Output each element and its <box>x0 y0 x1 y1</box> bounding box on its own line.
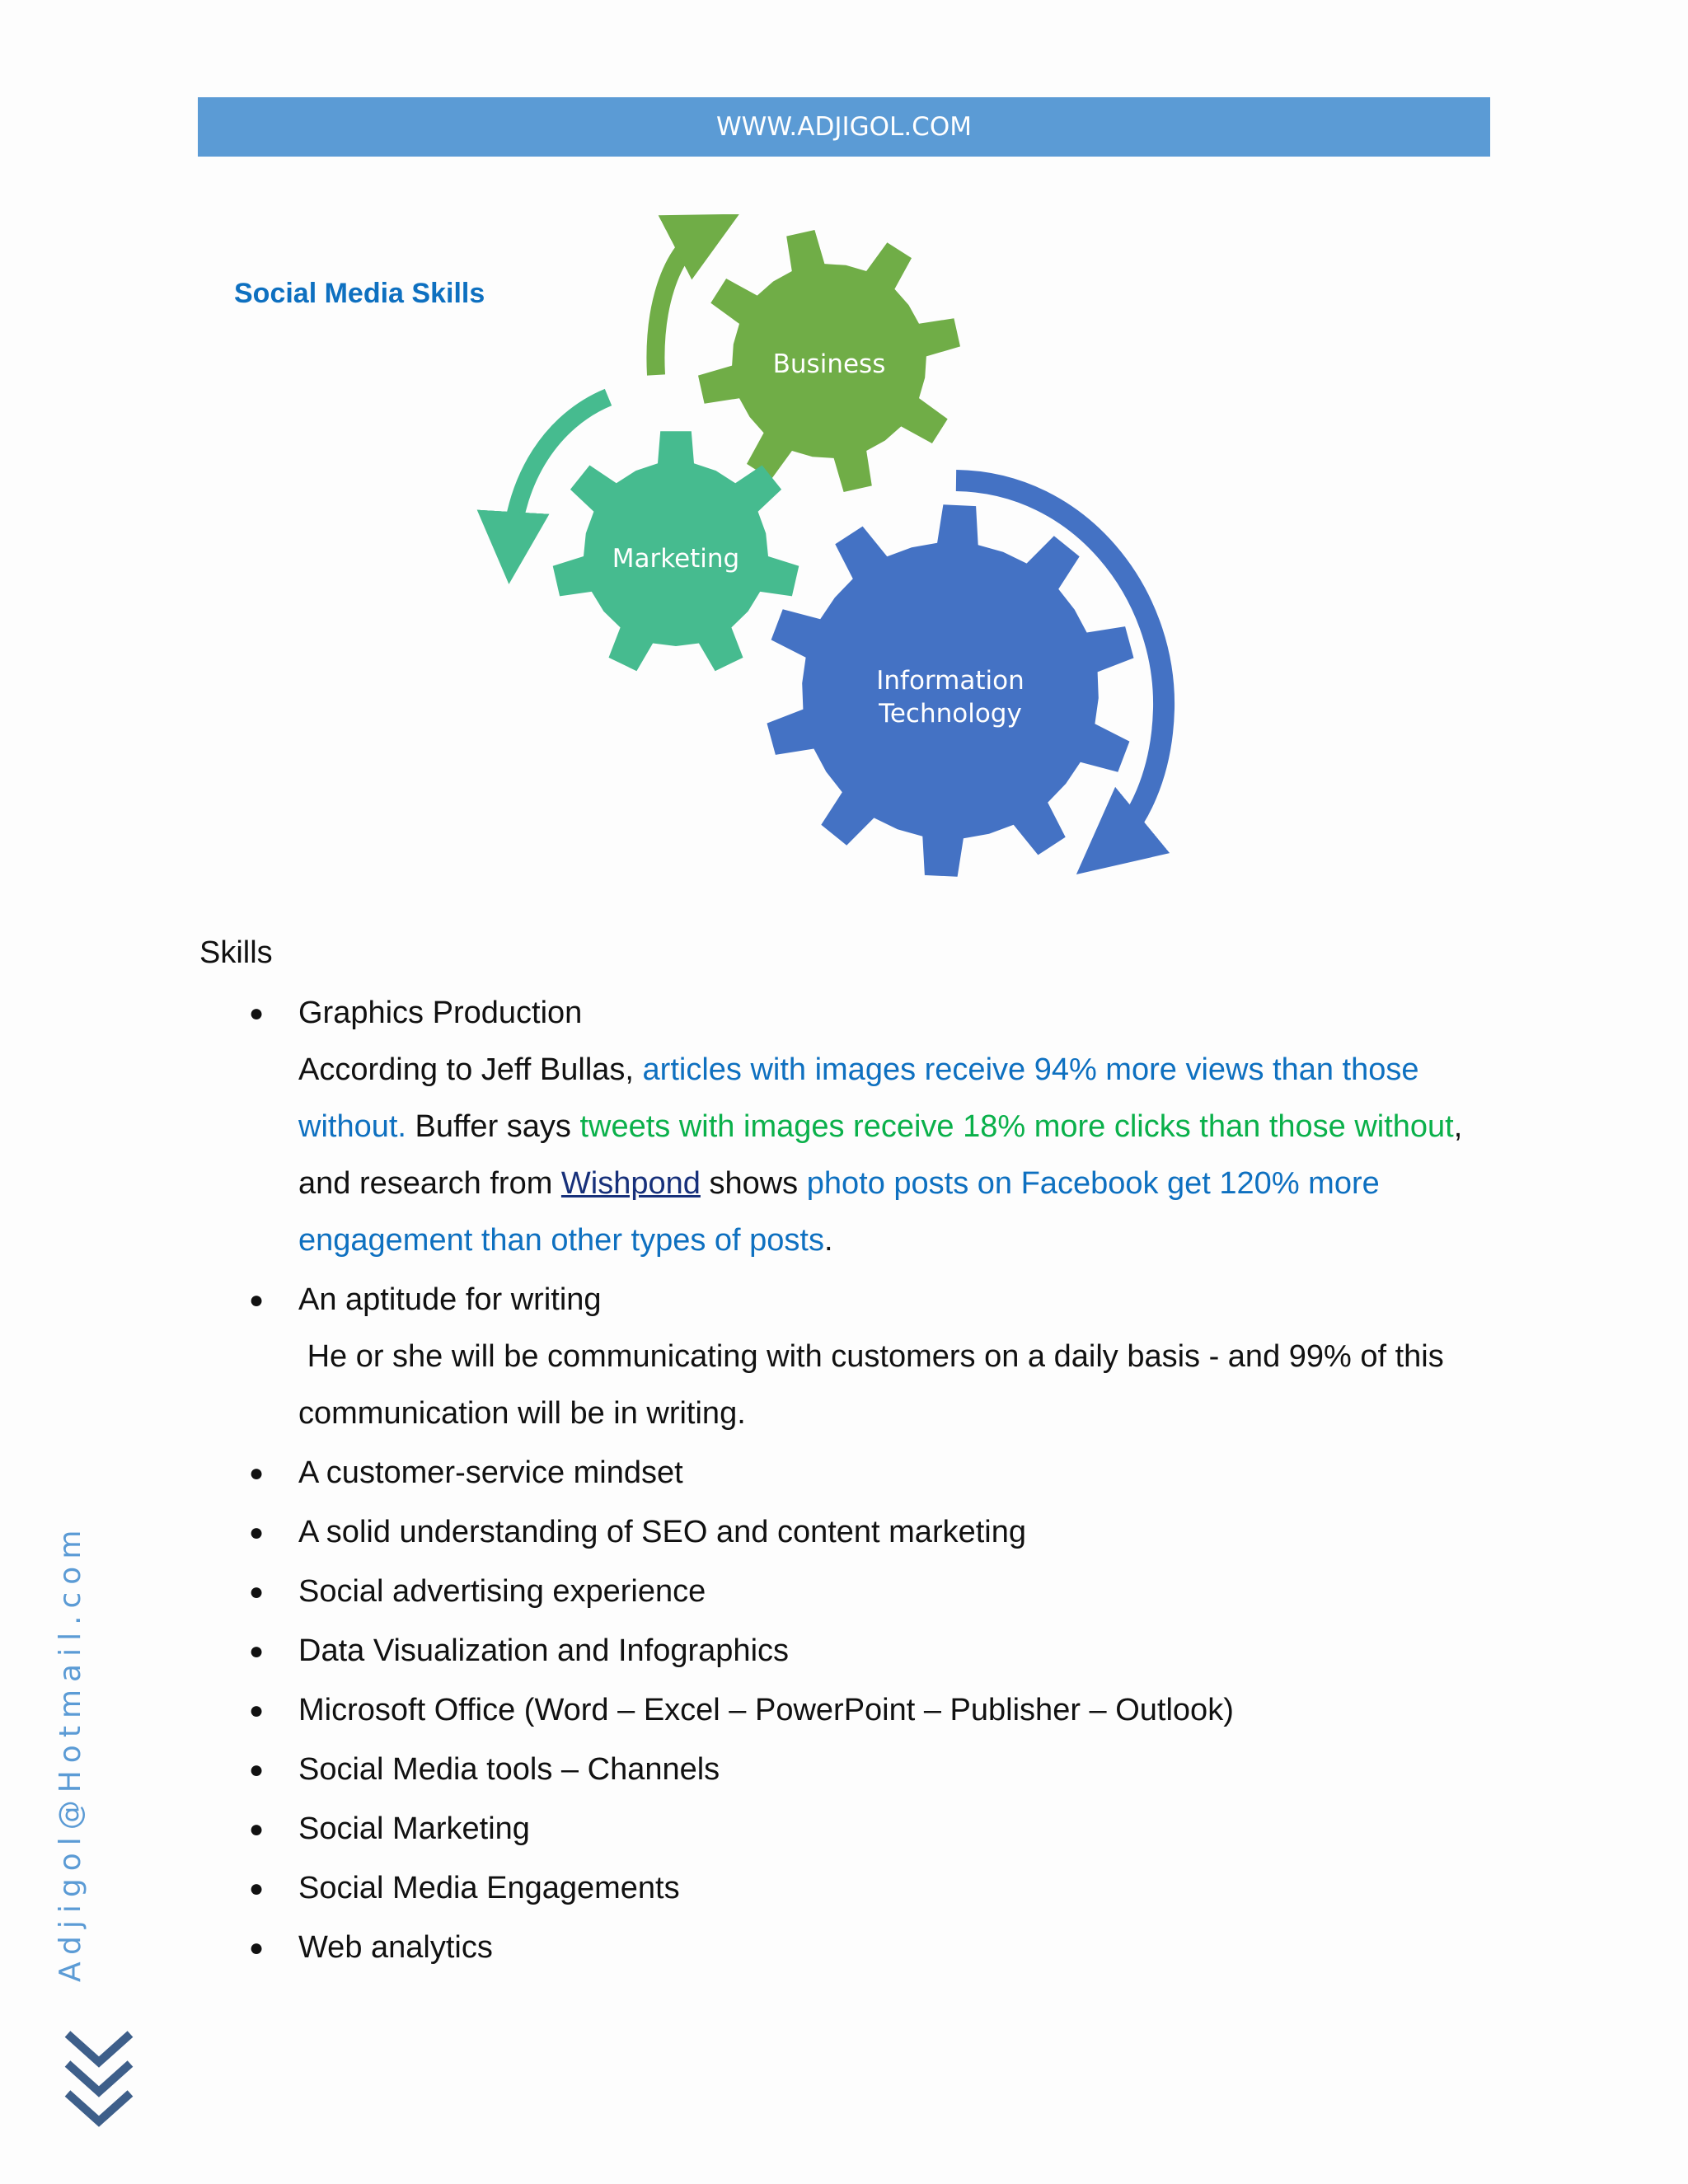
header-banner <box>198 97 1490 157</box>
skill-title: A solid understanding of SEO and content marketing <box>298 1515 1026 1549</box>
section-title: Social Media Skills <box>234 278 485 309</box>
list-item <box>198 985 1500 1269</box>
list-item <box>198 1801 1500 1858</box>
bullet-icon: ● <box>249 1000 265 1027</box>
skill-title: Social Marketing <box>298 1811 530 1846</box>
site-url: WWW.ADJIGOL.COM <box>716 112 972 142</box>
list-item <box>198 1445 1500 1502</box>
skill-title: Graphics Production <box>298 996 583 1030</box>
skill-title: Social Media Engagements <box>298 1871 680 1905</box>
gear-label-marketing: Marketing <box>612 544 740 574</box>
bullet-icon: ● <box>249 1697 265 1724</box>
bullet-icon: ● <box>249 1460 265 1487</box>
bullet-icon: ● <box>249 1934 265 1961</box>
skill-title: Social advertising experience <box>298 1574 706 1609</box>
skill-title: An aptitude for writing <box>298 1282 602 1317</box>
skills-list <box>198 985 1500 1979</box>
list-item <box>198 1860 1500 1917</box>
gear-label-business: Business <box>772 349 886 379</box>
skill-title: Microsoft Office (Word – Excel – PowerPoint – Publisher – Outlook) <box>298 1693 1234 1727</box>
bullet-icon: ● <box>249 1638 265 1665</box>
side-email: Adjigol@Hotmail.com <box>54 1522 87 1982</box>
gear-label-it-line1: Information <box>876 666 1025 696</box>
list-item <box>198 1272 1500 1442</box>
skill-description: He or she will be communicating with customers on a daily basis - and 99% of this communication will be in writing. <box>298 1339 1453 1431</box>
wishpond-link[interactable]: Wishpond <box>560 1166 701 1201</box>
skill-title: Web analytics <box>298 1930 493 1965</box>
skills-heading: Skills <box>199 935 273 970</box>
list-item <box>198 1919 1500 1976</box>
chevron-down-icon <box>64 2029 134 2136</box>
gear-label-it-line2: Technology <box>879 699 1022 729</box>
bullet-icon: ● <box>249 1578 265 1605</box>
arrow-green <box>655 231 707 375</box>
list-item <box>198 1563 1500 1620</box>
list-item <box>198 1623 1500 1680</box>
bullet-icon: ● <box>249 1519 265 1546</box>
skill-title: Data Visualization and Infographics <box>298 1633 790 1668</box>
skill-description: According to Jeff Bullas, articles with images receive 94% more views than those without. Buffer says tweets with images receive 18% more clicks than those without, and research from Wishpond shows photo posts on Facebook get 120% more engagement than other types of posts. <box>298 1052 1463 1258</box>
bullet-icon: ● <box>249 1816 265 1843</box>
bullet-icon: ● <box>249 1875 265 1902</box>
skill-title: A customer-service mindset <box>298 1455 683 1490</box>
bullet-icon: ● <box>249 1286 265 1314</box>
list-item <box>198 1504 1500 1561</box>
list-item <box>198 1741 1500 1798</box>
skill-title: Social Media tools – Channels <box>298 1752 720 1787</box>
list-item <box>198 1682 1500 1739</box>
bullet-icon: ● <box>249 1756 265 1783</box>
gears-diagram <box>462 214 1253 898</box>
